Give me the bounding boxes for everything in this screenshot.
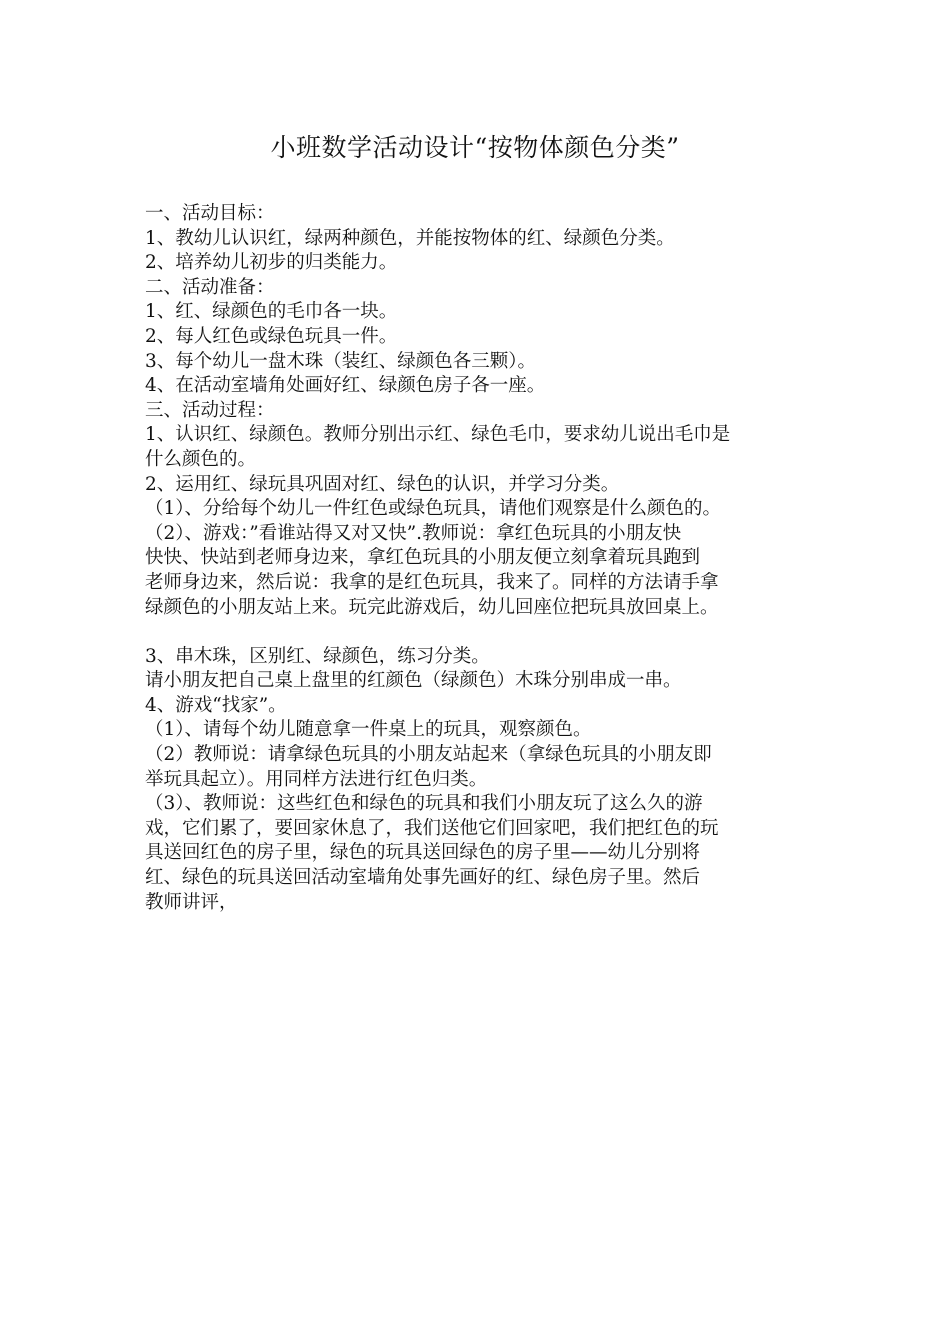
text-line: （2）、游戏：”看谁站得又对又快”.教师说：拿红色玩具的小朋友快 bbox=[145, 522, 682, 544]
text-line: （2）教师说：请拿绿色玩具的小朋友站起来（拿绿色玩具的小朋友即 bbox=[145, 744, 712, 766]
document-title: 小班数学活动设计“按物体颜色分类” bbox=[270, 133, 680, 162]
text-line: （3）、教师说：这些红色和绿色的玩具和我们小朋友玩了这么久的游 bbox=[145, 793, 703, 815]
text-line: 绿颜色的小朋友站上来。玩完此游戏后，幼儿回座位把玩具放回桌上。 bbox=[145, 596, 719, 618]
text-line: 3、每个幼儿一盘木珠（装红、绿颜色各三颗）。 bbox=[145, 350, 537, 372]
text-line: 2、培养幼儿初步的归类能力。 bbox=[145, 252, 398, 274]
text-line: 戏，它们累了，要回家休息了，我们送他它们回家吧，我们把红色的玩 bbox=[145, 817, 719, 839]
text-line: 教师讲评， bbox=[145, 891, 238, 913]
text-line: 老师身边来，然后说：我拿的是红色玩具，我来了。同样的方法请手拿 bbox=[145, 571, 719, 593]
text-line: 2、每人红色或绿色玩具一件。 bbox=[145, 325, 398, 347]
text-line: 1、教幼儿认识红，绿两种颜色，并能按物体的红、绿颜色分类。 bbox=[145, 227, 675, 249]
text-line: 4、在活动室墙角处画好红、绿颜色房子各一座。 bbox=[145, 375, 546, 397]
blank-line bbox=[145, 620, 825, 645]
text-line: 什么颜色的。 bbox=[145, 448, 257, 470]
text-line: 具送回红色的房子里，绿色的玩具送回绿色的房子里——幼儿分别将 bbox=[145, 842, 701, 864]
text-line: 三、活动过程： bbox=[145, 399, 275, 421]
document-body bbox=[145, 202, 825, 915]
text-line: 3、串木珠，区别红、绿颜色，练习分类。 bbox=[145, 645, 490, 667]
text-line: 2、运用红、绿玩具巩固对红、绿色的认识，并学习分类。 bbox=[145, 473, 620, 495]
text-line: 二、活动准备： bbox=[145, 276, 275, 298]
text-line: 请小朋友把自己桌上盘里的红颜色（绿颜色）木珠分别串成一串。 bbox=[145, 670, 682, 692]
text-line: 举玩具起立）。用同样方法进行红色归类。 bbox=[145, 768, 488, 790]
text-line: 1、认识红、绿颜色。教师分别出示红、绿色毛巾，要求幼儿说出毛巾是 bbox=[145, 424, 731, 446]
text-line: （1）、请每个幼儿随意拿一件桌上的玩具，观察颜色。 bbox=[145, 719, 592, 741]
text-line: 快快、快站到老师身边来，拿红色玩具的小朋友便立刻拿着玩具跑到 bbox=[145, 547, 701, 569]
text-line: 一、活动目标： bbox=[145, 203, 275, 224]
text-line: 1、红、绿颜色的毛巾各一块。 bbox=[145, 301, 398, 323]
text-line: （1）、分给每个幼儿一件红色或绿色玩具，请他们观察是什么颜色的。 bbox=[145, 498, 722, 520]
text-line: 4、游戏“找家”。 bbox=[145, 694, 287, 716]
text-line: 红、绿色的玩具送回活动室墙角处事先画好的红、绿色房子里。然后 bbox=[145, 867, 701, 889]
